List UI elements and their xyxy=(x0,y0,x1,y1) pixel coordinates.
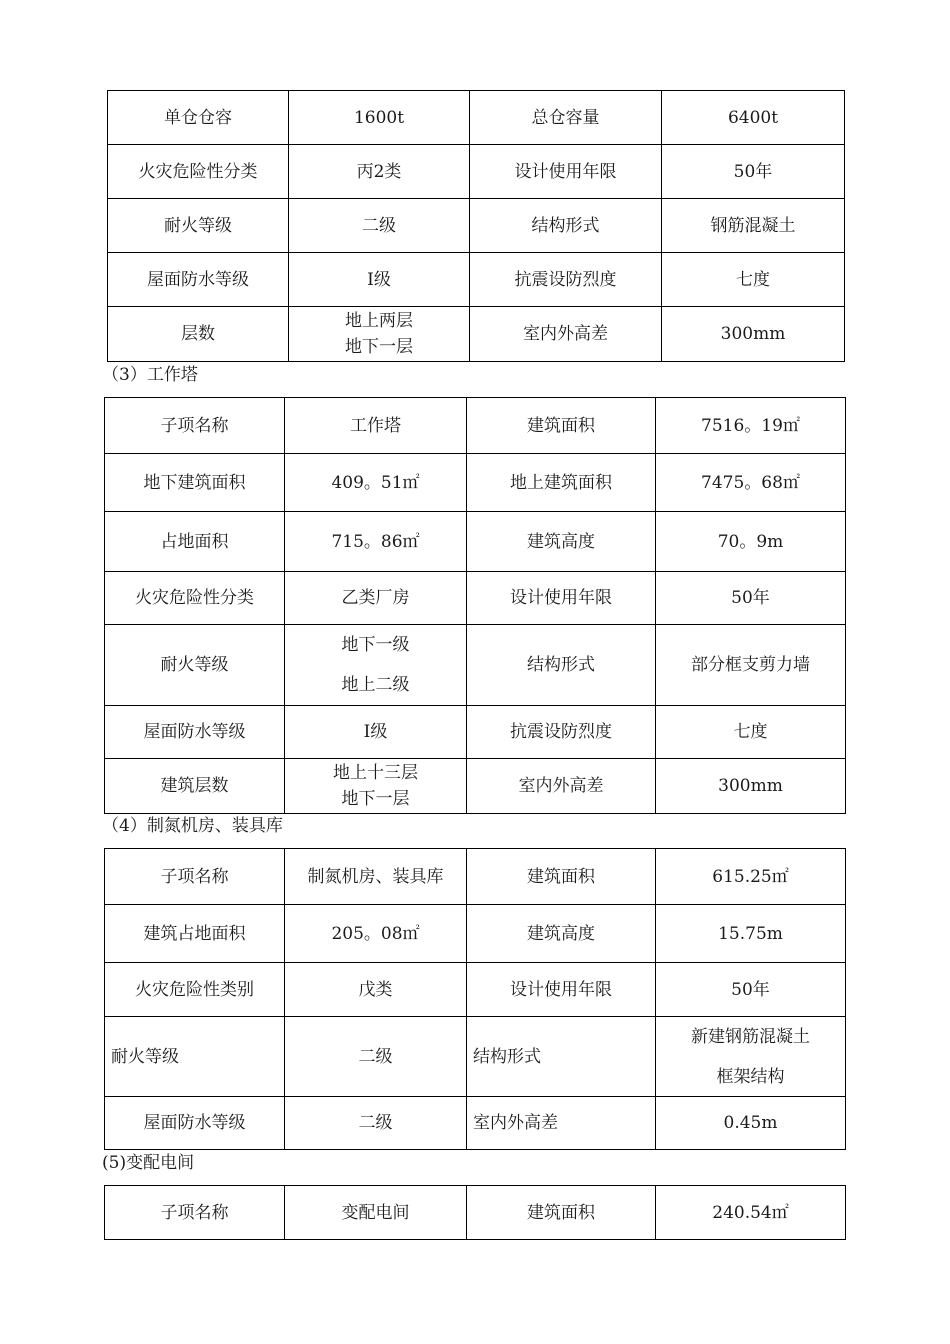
value-cell: 409。51㎡ xyxy=(285,454,467,512)
silo-spec-table xyxy=(107,90,845,362)
value-cell: 0.45m xyxy=(656,1097,846,1150)
table-row xyxy=(105,454,846,512)
label-cell: 建筑占地面积 xyxy=(105,905,285,963)
label-cell: 结构形式 xyxy=(467,625,656,706)
table-row xyxy=(108,199,845,253)
value-cell: 240.54㎡ xyxy=(656,1186,846,1240)
value-cell: 制氮机房、装具库 xyxy=(285,849,467,905)
table-row xyxy=(105,963,846,1017)
table-row xyxy=(105,572,846,625)
value-cell: Ⅰ级 xyxy=(285,706,467,759)
cell-line: 地下一级 xyxy=(341,635,410,655)
value-cell: 50年 xyxy=(656,572,846,625)
value-cell: 70。9m xyxy=(656,512,846,572)
table-row xyxy=(105,1097,846,1150)
substation-spec-table xyxy=(104,1185,846,1240)
value-cell: 钢筋混凝土 xyxy=(662,199,845,253)
label-cell: 设计使用年限 xyxy=(470,145,662,199)
value-cell: 二级 xyxy=(285,1017,467,1097)
value-cell: 丙2类 xyxy=(289,145,470,199)
value-cell: 二级 xyxy=(289,199,470,253)
label-cell: 总仓容量 xyxy=(470,91,662,145)
label-cell: 地上建筑面积 xyxy=(467,454,656,512)
value-cell: 205。08㎡ xyxy=(285,905,467,963)
label-cell: 室内外高差 xyxy=(467,759,656,814)
label-cell: 建筑面积 xyxy=(467,849,656,905)
section-heading: （3）工作塔 xyxy=(102,365,198,385)
table-row xyxy=(105,849,846,905)
table-row xyxy=(108,91,845,145)
section-heading: (5)变配电间 xyxy=(102,1153,195,1173)
label-cell: 单仓仓容 xyxy=(108,91,289,145)
label-cell: 建筑面积 xyxy=(467,1186,656,1240)
value-cell: 变配电间 xyxy=(285,1186,467,1240)
table-row xyxy=(108,253,845,307)
label-cell: 耐火等级 xyxy=(105,625,285,706)
label-cell: 结构形式 xyxy=(470,199,662,253)
value-cell: 二级 xyxy=(285,1097,467,1150)
cell-line: 地上二级 xyxy=(341,675,410,695)
label-cell: 建筑面积 xyxy=(467,398,656,454)
value-cell: 乙类厂房 xyxy=(285,572,467,625)
value-cell: 300mm xyxy=(656,759,846,814)
label-cell: 屋面防水等级 xyxy=(105,706,285,759)
table-row xyxy=(105,706,846,759)
value-cell xyxy=(289,307,470,362)
label-cell: 抗震设防烈度 xyxy=(470,253,662,307)
value-cell xyxy=(656,1017,846,1097)
table-row xyxy=(105,398,846,454)
value-cell: 部分框支剪力墙 xyxy=(656,625,846,706)
value-cell: 615.25㎡ xyxy=(656,849,846,905)
value-cell: 1600t xyxy=(289,91,470,145)
cell-line: 地下一层 xyxy=(341,789,410,809)
work-tower-spec-table xyxy=(104,397,846,814)
label-cell: 子项名称 xyxy=(105,849,285,905)
label-cell: 层数 xyxy=(108,307,289,362)
label-cell: 火灾危险性分类 xyxy=(105,572,285,625)
value-cell: 7475。68㎡ xyxy=(656,454,846,512)
value-cell: 工作塔 xyxy=(285,398,467,454)
label-cell: 耐火等级 xyxy=(105,1017,285,1097)
value-cell: 50年 xyxy=(656,963,846,1017)
value-cell: 15.75m xyxy=(656,905,846,963)
label-cell: 火灾危险性类别 xyxy=(105,963,285,1017)
value-cell xyxy=(285,625,467,706)
cell-line: 地上十三层 xyxy=(333,763,418,783)
nitrogen-room-spec-table xyxy=(104,848,846,1150)
label-cell: 抗震设防烈度 xyxy=(467,706,656,759)
table-row xyxy=(105,512,846,572)
value-cell: Ⅰ级 xyxy=(289,253,470,307)
table-row xyxy=(108,145,845,199)
label-cell: 室内外高差 xyxy=(467,1097,656,1150)
label-cell: 设计使用年限 xyxy=(467,572,656,625)
value-cell: 715。86㎡ xyxy=(285,512,467,572)
label-cell: 屋面防水等级 xyxy=(108,253,289,307)
table-row xyxy=(105,759,846,814)
value-cell: 7516。19㎡ xyxy=(656,398,846,454)
table-row xyxy=(105,1017,846,1097)
value-cell: 300mm xyxy=(662,307,845,362)
label-cell: 耐火等级 xyxy=(108,199,289,253)
label-cell: 屋面防水等级 xyxy=(105,1097,285,1150)
label-cell: 建筑高度 xyxy=(467,512,656,572)
value-cell: 50年 xyxy=(662,145,845,199)
label-cell: 火灾危险性分类 xyxy=(108,145,289,199)
label-cell: 子项名称 xyxy=(105,1186,285,1240)
value-cell: 七度 xyxy=(662,253,845,307)
value-cell xyxy=(285,759,467,814)
label-cell: 建筑高度 xyxy=(467,905,656,963)
label-cell: 建筑层数 xyxy=(105,759,285,814)
value-cell: 戊类 xyxy=(285,963,467,1017)
cell-line: 新建钢筋混凝土 xyxy=(691,1026,810,1047)
table-row xyxy=(105,905,846,963)
label-cell: 室内外高差 xyxy=(470,307,662,362)
value-cell: 6400t xyxy=(662,91,845,145)
cell-line: 地下一层 xyxy=(345,337,413,357)
table-row xyxy=(105,625,846,706)
table-row xyxy=(108,307,845,362)
cell-line: 框架结构 xyxy=(716,1066,785,1087)
section-heading: （4）制氮机房、装具库 xyxy=(102,816,283,836)
label-cell: 子项名称 xyxy=(105,398,285,454)
table-row xyxy=(105,1186,846,1240)
label-cell: 结构形式 xyxy=(467,1017,656,1097)
label-cell: 设计使用年限 xyxy=(467,963,656,1017)
value-cell: 七度 xyxy=(656,706,846,759)
cell-line: 地上两层 xyxy=(345,311,413,331)
label-cell: 地下建筑面积 xyxy=(105,454,285,512)
label-cell: 占地面积 xyxy=(105,512,285,572)
